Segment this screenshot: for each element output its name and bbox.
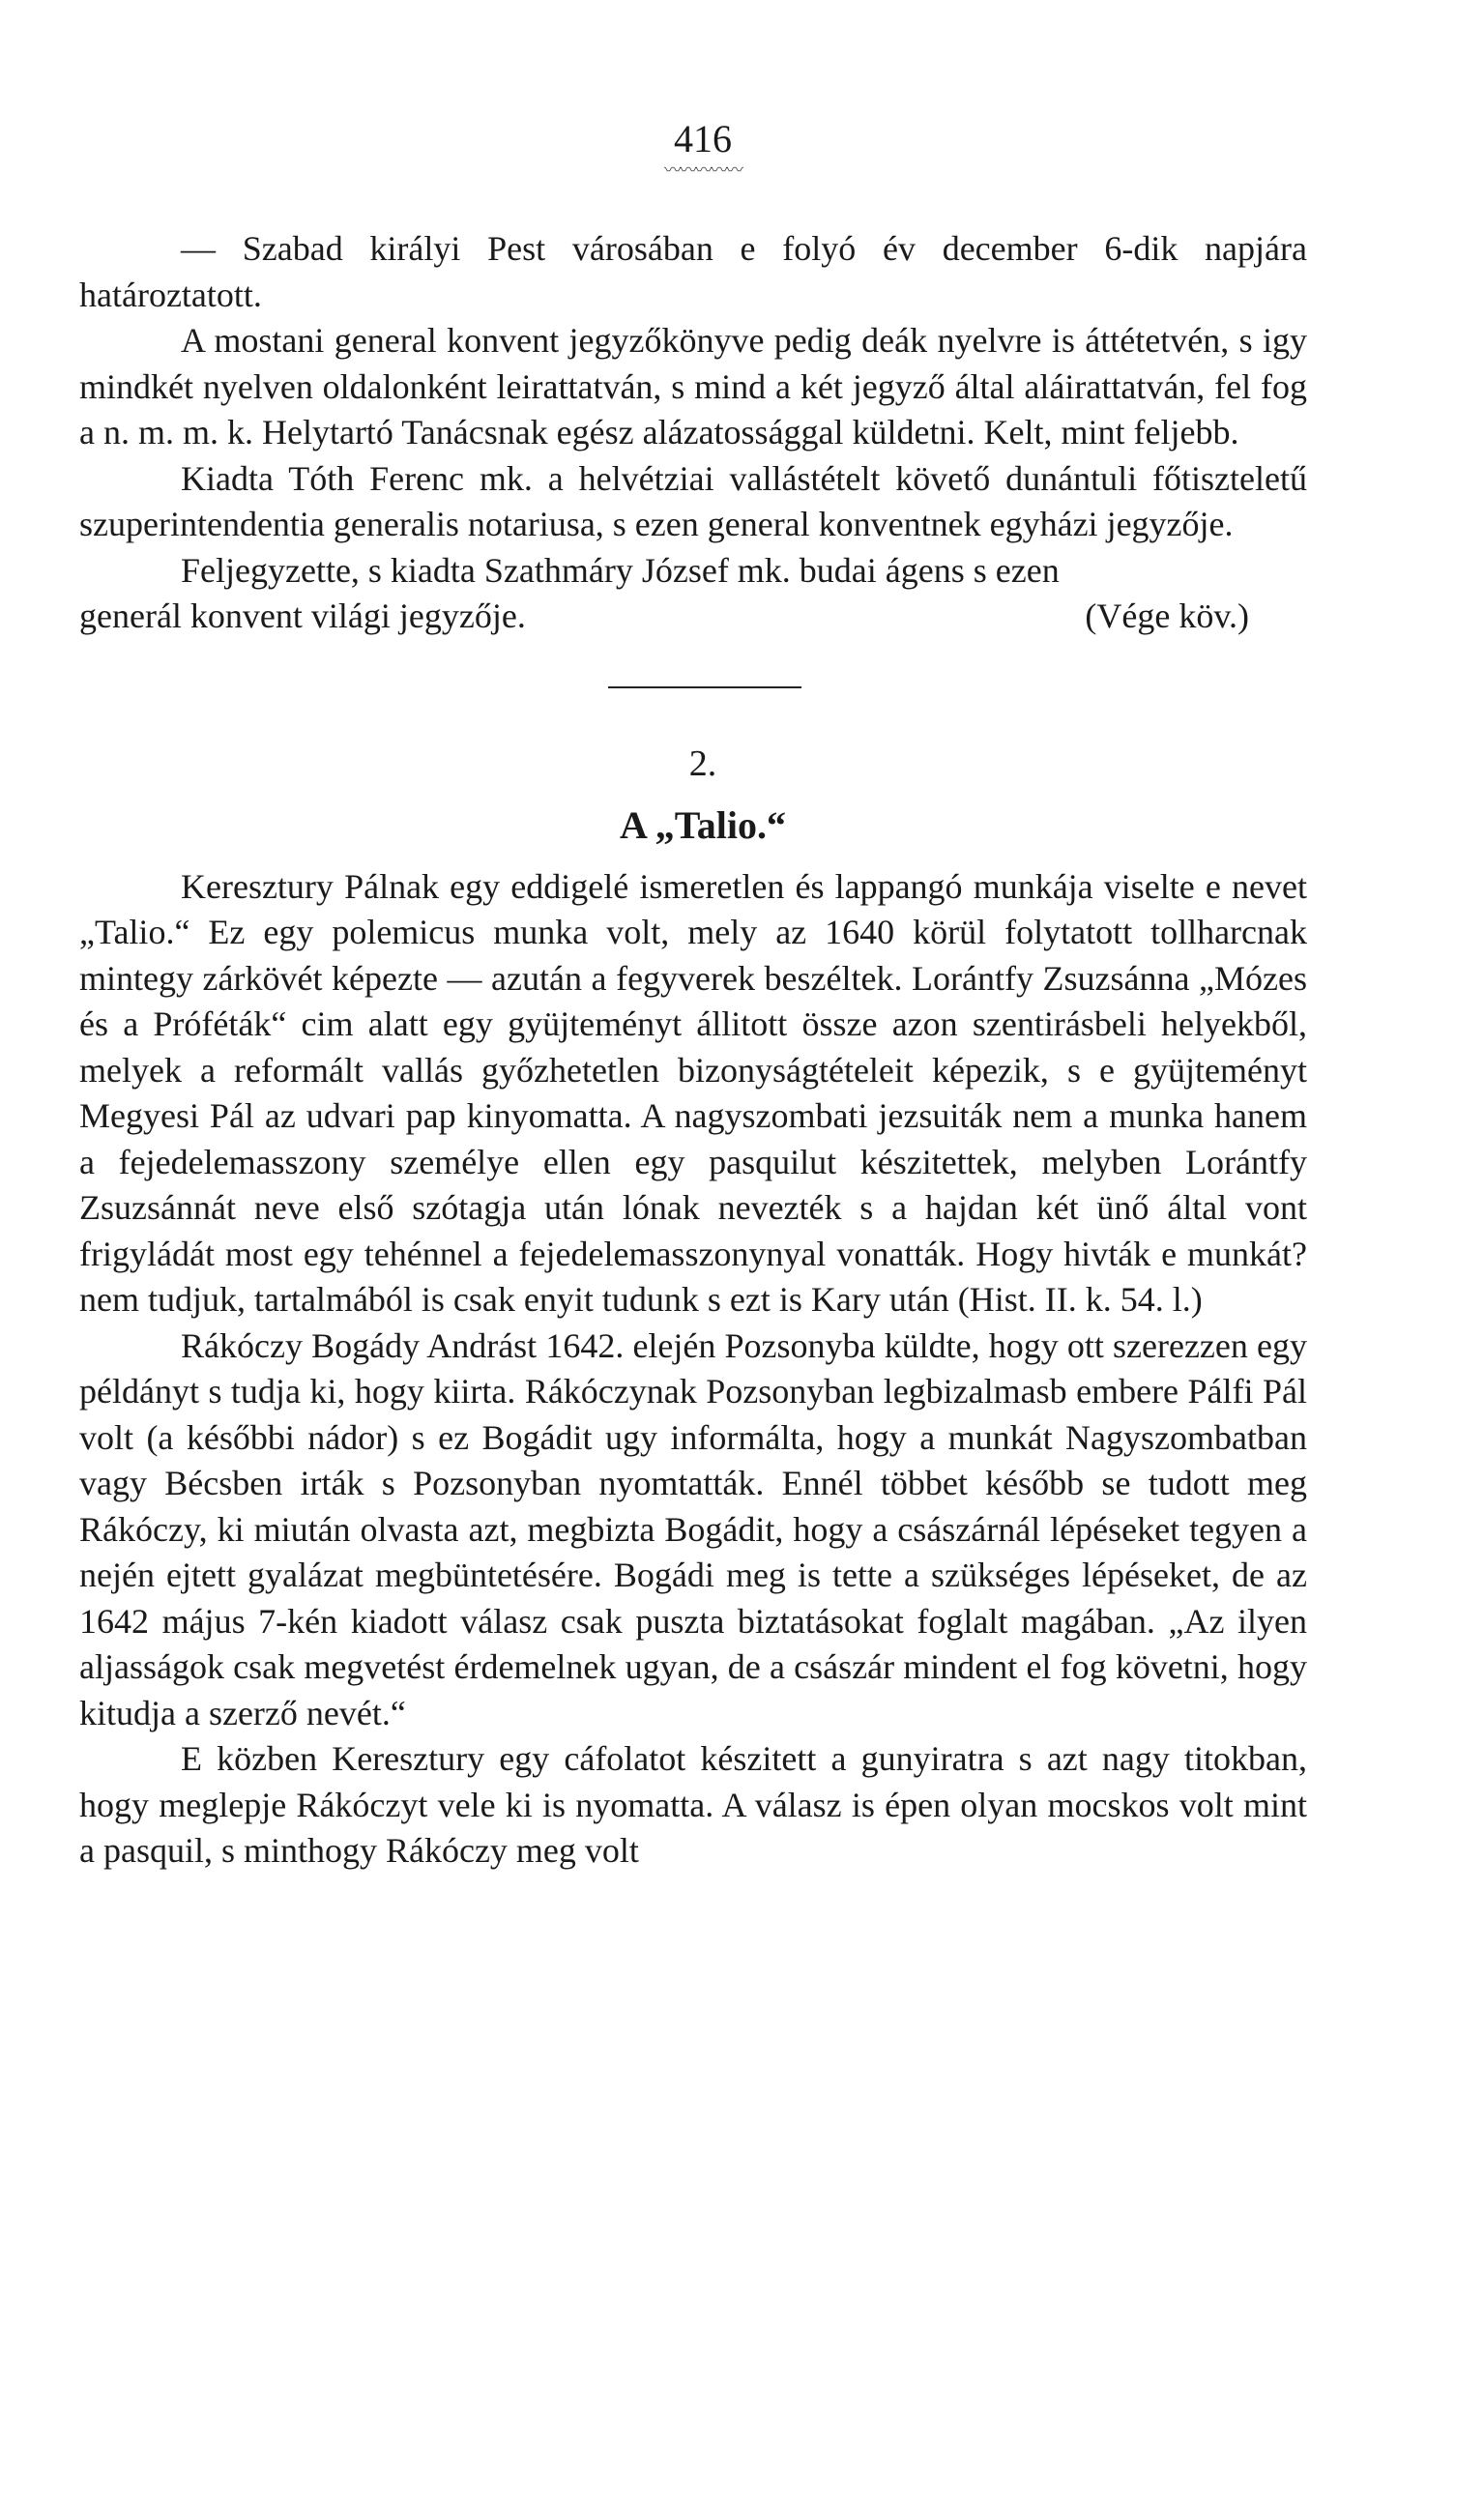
paragraph-signature [79, 548, 1307, 595]
signature-line-1: Feljegyzette, s kiadta Szathmáry József mk. budai ágens s ezen [181, 550, 1060, 590]
section-divider [608, 686, 801, 688]
signature-line-2: generál konvent világi jegyzője. [79, 596, 526, 635]
paragraph-date: — Szabad királyi Pest városában e folyó év december 6-dik napjára határoztatott. [79, 229, 1307, 314]
paragraph-issued-by: Kiadta Tóth Ferenc mk. a helvétziai vallástételt követő dunántuli főtiszteletű szuperintendentia generalis notariusa, s ezen general konventnek egyházi jegyzője. [79, 458, 1307, 543]
signature-closing-line [79, 594, 1307, 640]
section-title: A „Talio.“ [620, 802, 786, 847]
page-number: 416 [674, 117, 732, 160]
paragraph-rakoczy-bogady: Rákóczy Bogády Andrást 1642. elején Pozsonyba küldte, hogy ott szerezzen egy példányt s tudja ki, hogy kiirta. Rákóczynak Pozsonyban legbizalmasb embere Pálfi Pál volt (a későbbi nádor) s ez Bogádit ugy informálta, hogy a munkát Nagyszombatban vagy Bécsben irták s Pozsonyban nyomtatták. Ennél többet később se tudott meg Rákóczy, ki miután olvasta azt, megbizta Bogádit, hogy a császárnál lépéseket tegyen a nején ejtett gyalázat megbüntetésére. Bogádi meg is tette a szükséges lépéseket, de az 1642 május 7-kén kiadott válasz csak puszta biztatásokat foglalt magában. „Az ilyen aljasságok csak megvetést érdemelnek ugyan, de a császár mindent el fog követni, hogy kitudja a szerző nevét.“ [79, 1325, 1307, 1732]
book-page [79, 116, 1307, 1875]
paragraph-talio-intro: Keresztury Pálnak egy eddigelé ismeretlen és lappangó munkája viselte e nevet „Talio.“ Ez egy polemicus munka volt, mely az 1640 körül folytatott tollharcnak mintegy zárkövét képezte — azután a fegyverek beszéltek. Lorántfy Zsuzsánna „Mózes és a Próféták“ cim alatt egy gyüjteményt állitott össze azon szentirásbeli helyekből, melyek a reformált vallás győzhetetlen bizonyságtételeit képezik, s e gyüjteményt Megyesi Pál az udvari pap kinyomatta. A nagyszombati jezsuiták nem a munka hanem a fejedelemasszony személye ellen egy pasquilut készitettek, melyben Lorántfy Zsuzsánnát neve első szótagja után lónak nevezték s a hajdan két ünő által vont frigyládát most egy tehénnel a fejedelemasszonynyal vonatták. Hogy hivták e munkát? nem tudjuk, tartalmából is csak enyit tudunk s ezt is Kary után (Hist. II. k. 54. l.) [79, 866, 1307, 1319]
paragraph-minutes: A mostani general konvent jegyzőkönyve pedig deák nyelvre is áttétetvén, s igy mindkét nyelven oldalonként leirattatván, s mind a két jegyző által aláirattatván, fel fog a n. m. m. k. Helytartó Tanácsnak egész alázatossággal küldetni. Kelt, mint feljebb. [79, 321, 1307, 451]
to-be-continued-note: (Vége köv.) [1085, 596, 1249, 635]
page-number-ornament: 〰〰〰〰〰 [664, 160, 742, 180]
paragraph-keresztury-reply: E közben Keresztury egy cáfolatot készitett a gunyiratra s azt nagy titokban, hogy meglepje Rákóczyt vele ki is nyomatta. A válasz is épen olyan mocskos volt mint a pasquil, s minthogy Rákóczy meg volt [79, 1739, 1307, 1870]
section-number: 2. [688, 742, 717, 784]
